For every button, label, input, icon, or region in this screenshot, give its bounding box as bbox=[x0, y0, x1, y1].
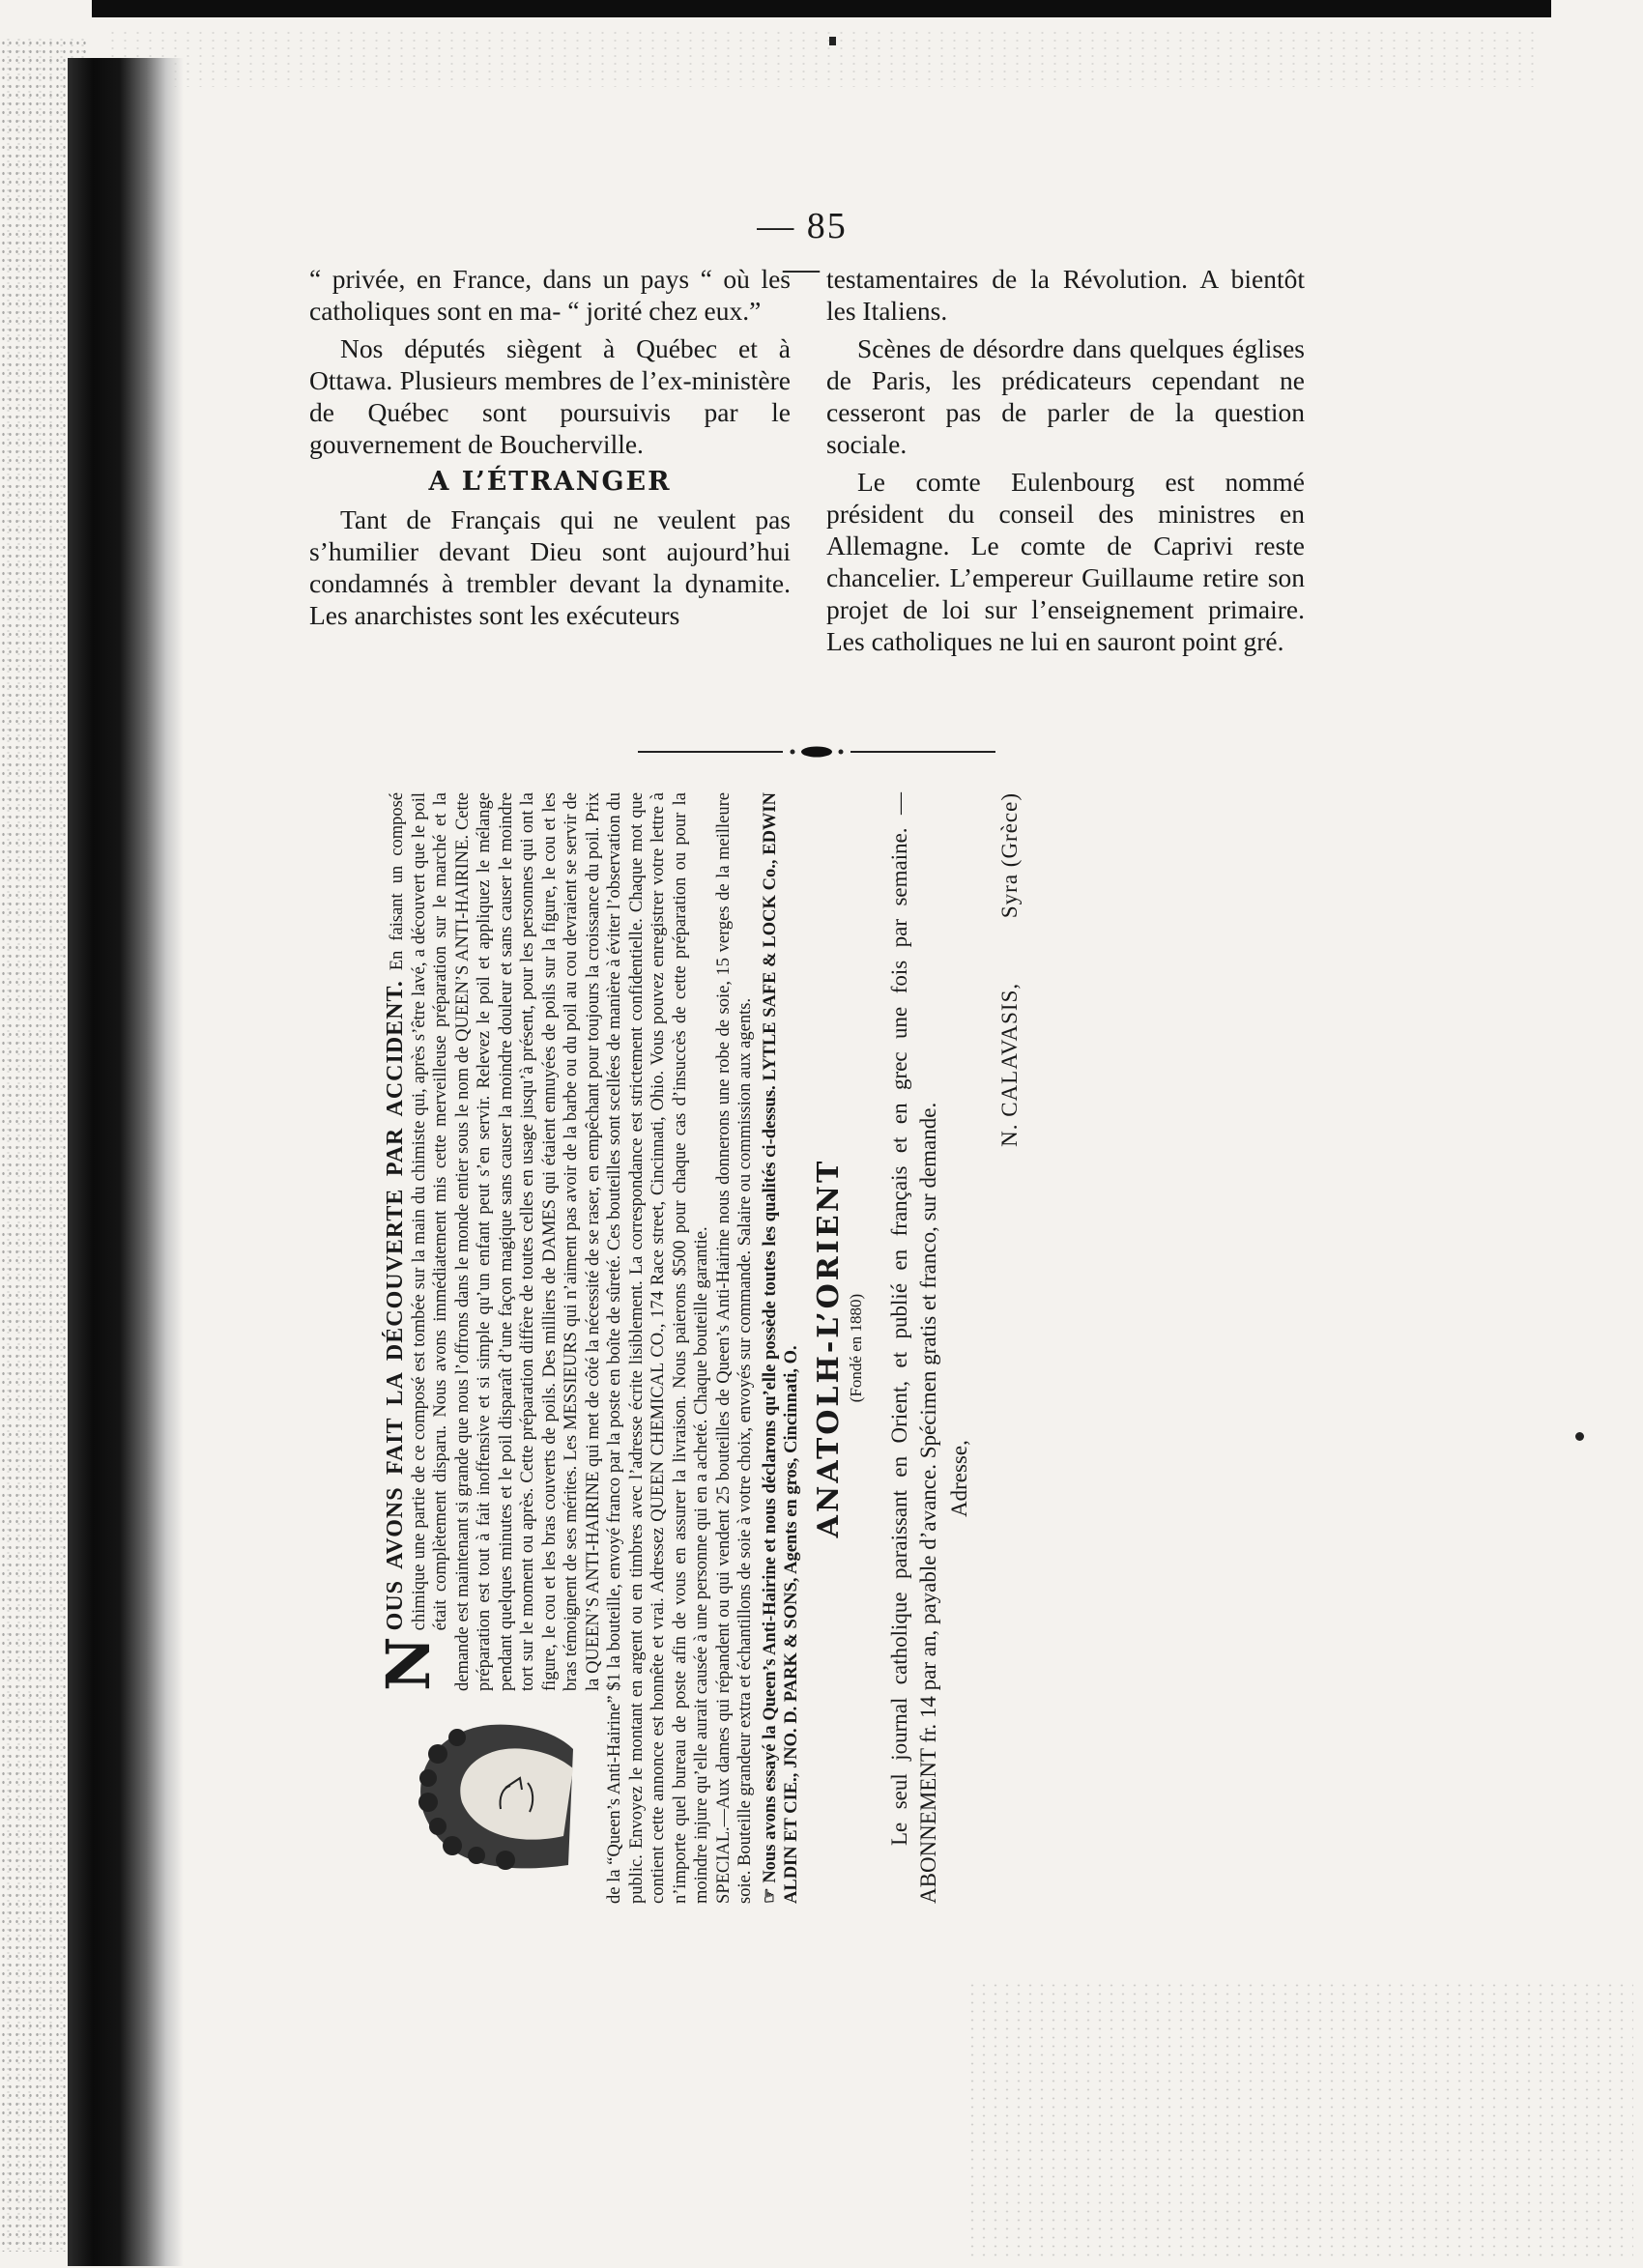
section-heading-etranger: A L’ÉTRANGER bbox=[428, 467, 672, 497]
ad-paragraph-1: En faisant un composé chimique une partie de ce composé est tombée sur la main du chimiste qui, après s’être lavé, a découvert que le poil était complètement disparu. Nous avons immédiatement mis cette merveilleuse préparation sur le marché et la demande est maintenant si grande que nous l’offrons dans le monde entier sous le nom de QUEEN’S ANTI-HAIRINE. Cette préparation est tout à fait inoffensive et si simple qu’un enfant peut s’en servir. Relevez le poil et appliquez le mélange pendant quelques minutes et le poil disparaît d’une façon magique sans causer la moindre douleur et sans causer le moindre tort sur le moment ou après. Cette préparation diffère de toutes celles en usage jusqu’à présent, pour les personnes qui ont la figure, le cou et les bras couverts de poils. Des milliers de DAMES qui étaient ennuyées de poils sur la figure, le cou et les bras témoignent de ses mérites. Les MESSIEURS qui n’aiment pas avoir de la barbe ou du poil au cou devraient se servir de la QUEEN’S ANTI-HAIRINE qui met de côté la nécessité de se raser, en empêchant pour toujours la croissance du poil. Prix de la “Queen’s Anti-Hairine” $1 la bouteille, envoyé franco par la poste en boîte de sûreté. Ces bouteilles sont scellées de manière à éviter l’observation du public. Envoyez le montant en argent ou en timbres avec l’adresse écrite lisiblement. La correspondance est strictement confidentielle. Chaque mot que contient cette annonce est honnête et vrai. Adressez QUEEN CHEMICAL CO., 174 Race street, Cincinnati, Ohio. Vous pouvez enregistrer votre lettre à n’importe quel bureau de poste afin de vous en assurer la livraison. Nous paierons $500 pour chaque cas d’insuccès de cette préparation ou pour la moindre injure qu’elle aurait causée à une personne qui en a acheté. Chaque bouteille garantie. bbox=[388, 791, 711, 1904]
left-paragraph-2: Nos députés siègent à Québec et à Ottawa. Plusieurs membres de l’ex-ministère de Québec sont poursuivis par le gouvernement de Boucherville. bbox=[309, 333, 791, 459]
right-column bbox=[826, 263, 1305, 663]
scan-speckle-bottom bbox=[966, 1981, 1633, 2261]
anatolh-address-label: Adresse, bbox=[946, 1440, 971, 1517]
left-paragraph-3: Tant de Français qui ne veulent pas s’humilier devant Dieu sont aujourd’hui condamnés à trembler devant la dynamite. Les anarchistes sont les exécuteurs bbox=[309, 504, 791, 630]
binding-shadow bbox=[68, 58, 184, 2266]
left-column bbox=[309, 263, 791, 637]
right-paragraph-2: Scènes de désordre dans quelques églises de Paris, les prédicateurs cependant ne cesseront pas de parler de la question sociale. bbox=[826, 333, 1305, 459]
top-rule bbox=[92, 0, 1551, 17]
ink-mark bbox=[829, 37, 836, 45]
anatolh-signatory: N. CALAVASIS, bbox=[997, 982, 1022, 1147]
ornament-divider bbox=[638, 744, 995, 760]
anatolh-title: ANATOLH-L’ORIENT bbox=[811, 1158, 846, 1538]
page-number: — 85 — bbox=[757, 206, 848, 289]
left-paragraph-1: “ privée, en France, dans un pays “ où les catholiques sont en ma- “ jorité chez eux.” bbox=[309, 264, 791, 326]
rotated-advertisement bbox=[373, 791, 1023, 1904]
anatolh-founded: (Fondé en 1880) bbox=[847, 1293, 865, 1403]
right-paragraph-1: testamentaires de la Révolution. A bientôt les Italiens. bbox=[826, 264, 1305, 326]
ad-drop-cap: N bbox=[373, 1636, 444, 1691]
ad-paragraph-special: SPECIAL.—Aux dames qui répandent ou qui vendent 25 bouteilles de Queen’s Anti-Hairine nous donnerons une robe de soie, 15 verges de la meilleure soie. Bouteille grandeur extra et échantillons de soie à votre choix, envoyés sur commande. Salaire ou commission aux agents. bbox=[713, 792, 755, 1904]
anatolh-location: Syra (Grèce) bbox=[997, 792, 1022, 919]
scan-speckle-top bbox=[106, 29, 1537, 87]
anatolh-signature bbox=[999, 792, 1022, 1904]
right-paragraph-3: Le comte Eulenbourg est nommé président du conseil des ministres en Allemagne. Le comte de Caprivi reste chancelier. L’empereur Guillaume retire son projet de loi sur l’enseignement primaire. Les catholiques ne lui en sauront point gré. bbox=[826, 467, 1305, 656]
anatolh-body: Le seul journal catholique paraissant en Orient, et publié en français et en grec une fois par semaine. — ABONNEMENT fr. 14 par an, payable d’avance. Spécimen gratis et franco, sur demande. bbox=[886, 792, 940, 1904]
ad-title: OUS AVONS FAIT LA DÉCOUVERTE PAR ACCIDENT. bbox=[383, 980, 408, 1631]
portrait-illustration bbox=[385, 1701, 578, 1904]
ad-paragraph-testimonial: ☞ Nous avons essayé la Queen’s Anti-Hairine et nous déclarons qu’elle possède toutes les qualités ci-dessus. LYTLE SAFE & LOCK Co., EDWIN ALDIN ET CIE., JNO. D. PARK & SONS, Agents en gros, Cincinnati, O. bbox=[760, 792, 801, 1904]
ink-mark bbox=[1575, 1432, 1584, 1441]
